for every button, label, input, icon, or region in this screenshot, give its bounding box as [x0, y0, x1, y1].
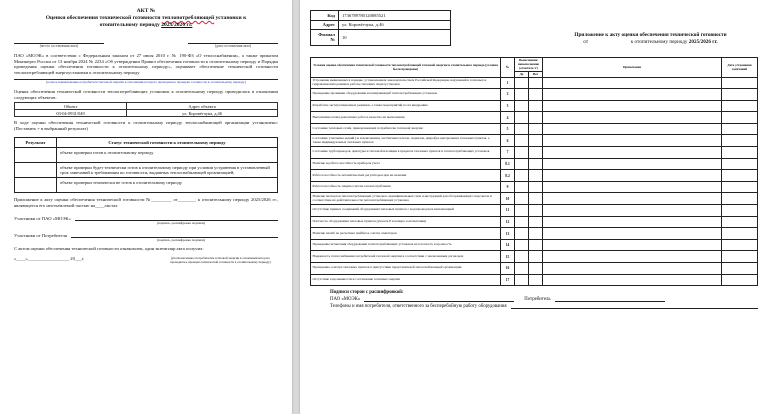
place-caption: (место составления акта) [39, 43, 79, 48]
object-address: ул. Коровёгчука, д.46 [127, 110, 278, 117]
checklist-yes-cell[interactable] [515, 147, 529, 159]
checklist-desc: Проведение осмотра тепловых пунктов в присутствии представителей теплоснабжающей организации [311, 263, 501, 275]
checklist-note-cell[interactable] [543, 216, 722, 228]
bottom-row [14, 256, 278, 264]
act-title [14, 8, 278, 29]
checklist-yes-cell[interactable] [515, 263, 529, 275]
signature-caption: (подпись, расшифровка подписи) [156, 221, 206, 226]
checklist-note-cell[interactable] [543, 135, 722, 147]
table-row [311, 239, 758, 251]
checklist-note-cell[interactable] [543, 158, 722, 170]
checklist-note-cell[interactable] [543, 274, 722, 286]
participant-consumer-label: Участники от Потребителя [14, 233, 67, 239]
checklist-no-cell[interactable] [529, 170, 543, 182]
results-header-result: Результат [15, 137, 57, 147]
checklist-desc: Отсутствие прямых соединений оборудования тепловых пунктов с водопроводом и канализацией [311, 205, 501, 217]
checklist-yes-cell[interactable] [515, 158, 529, 170]
signature-row-consumer [14, 233, 278, 238]
checklist-num: 9 [501, 181, 515, 193]
checklist-note-cell[interactable] [543, 251, 722, 263]
table-row [311, 89, 758, 101]
date-blank[interactable]: «____»__________________ 20___г. [14, 256, 85, 262]
checklist-no-cell[interactable] [529, 239, 543, 251]
checklist-num: 16 [501, 263, 515, 275]
checklist-no-cell[interactable] [529, 77, 543, 89]
checklist-desc: Наличие и работоспособность приборов учета [311, 158, 501, 170]
checklist-yes-cell[interactable] [515, 135, 529, 147]
checklist-no-cell[interactable] [529, 100, 543, 112]
checklist-no-cell[interactable] [529, 251, 543, 263]
result-checkbox[interactable] [15, 177, 57, 192]
table-row [311, 30, 451, 45]
checklist-no-cell[interactable] [529, 216, 543, 228]
place-date-row [14, 38, 278, 48]
checklist-desc: Проведение испытания оборудования теплопотребляющих установок на плотность и прочность [311, 239, 501, 251]
checklist-desc: Работоспособность защиты систем теплопотребления [311, 181, 501, 193]
checklist-deadline-cell[interactable] [722, 181, 758, 193]
checklist-note-cell[interactable] [543, 239, 722, 251]
checklist-deadline-cell[interactable] [722, 228, 758, 240]
checklist-desc: Устранение выявленных в порядке, установленном законодательством Российской Федерации, нарушений в тепловых и гидравлических режимах работы тепловых энергоустановок [311, 77, 501, 89]
appendix-page [300, 0, 768, 414]
signatures-title: Подписи сторон с расшифровкой: [330, 290, 404, 296]
checklist-no-cell[interactable] [529, 263, 543, 275]
objects-table [14, 102, 278, 117]
table-row [311, 112, 758, 124]
signature-row-moek [14, 216, 278, 221]
result-status: объект проверки технически не готов к отопительному периоду [57, 177, 278, 192]
table-row [15, 110, 278, 117]
appendix-title [543, 32, 758, 46]
table-row [311, 170, 758, 182]
checklist-num: 3 [501, 100, 515, 112]
checklist-note-cell[interactable] [543, 89, 722, 101]
appendix-title-line: Приложение к акту оценки обеспечения технической готовности [574, 32, 727, 38]
checklist-no-cell[interactable] [529, 205, 543, 217]
consumer-caption: (полное наименование потребителя тепловой энергии в отношении которого проводилась проверка готовности к отопительному периоду) [46, 79, 246, 84]
checklist-yes-cell[interactable] [515, 228, 529, 240]
checklist-num: 1 [501, 77, 515, 89]
act-page [0, 0, 292, 414]
checklist-yes-cell[interactable] [515, 205, 529, 217]
checklist-num: 6 [501, 135, 515, 147]
period-value: 2025/2026 гг. [161, 21, 193, 28]
meta-value: ул. Коровёгчука, д.46 [339, 20, 451, 30]
checklist-deadline-cell[interactable] [722, 251, 758, 263]
table-row [311, 205, 758, 217]
checklist-table [310, 57, 758, 287]
checklist-yes-cell[interactable] [515, 251, 529, 263]
table-row [311, 11, 451, 21]
checklist-note-cell[interactable] [543, 263, 722, 275]
checklist-no-cell[interactable] [529, 228, 543, 240]
checklist-deadline-cell[interactable] [722, 158, 758, 170]
checklist-desc: Наличие пломб на расчетных шайбах и соплах элеваторов [311, 228, 501, 240]
bottom-note: (уполномоченное потребителем тепловой энергии в отношении которого проводилась проверка технической готовности к отопительному периоду) [170, 256, 271, 265]
checklist-deadline-cell[interactable] [722, 274, 758, 286]
checklist-header-desc: Условия оценки обеспечения технической готовности теплопотребляющей тепловой энергии и отопительного периода (условия были проверены) [311, 57, 501, 77]
checklist-no-cell[interactable] [529, 123, 543, 135]
checklist-header-notes: Примечание [543, 57, 722, 77]
checklist-no-cell[interactable] [529, 89, 543, 101]
checklist-desc: Плотность оборудования тепловых пунктов (указать P и номера за испытания) [311, 216, 501, 228]
checklist-no-cell[interactable] [529, 181, 543, 193]
checklist-num: 15 [501, 251, 515, 263]
title-part: отопительному периоду [634, 38, 689, 45]
title-part: отопительному периоду [99, 21, 162, 28]
checklist-no-cell[interactable] [529, 135, 543, 147]
checklist-yes-cell[interactable] [515, 100, 529, 112]
checklist-header-deadline: Дата устранения замечаний [722, 57, 758, 77]
table-row [311, 100, 758, 112]
checklist-note-cell[interactable] [543, 100, 722, 112]
checklist-num: 11 [501, 205, 515, 217]
result-status: объект проверки готов к отопительному периоду [57, 147, 278, 162]
sign-moek-label: ПАО «МОЭК» [330, 297, 361, 303]
acquaint-text: С актом оценки обеспечения технической готовности ознакомлен, один экземпляр акта получил: [14, 246, 204, 252]
act-number-label: АКТ № [136, 8, 156, 14]
checklist-num: 8.2 [501, 170, 515, 182]
checklist-yes-cell[interactable] [515, 112, 529, 124]
checklist-header-num: № [501, 57, 515, 77]
checklist-deadline-cell[interactable] [722, 135, 758, 147]
objects-intro: Оценка обеспечения технической готовности теплопотребляющих установок к отопительному периоду проводилась в отношении следующих объектов: [14, 88, 278, 100]
checklist-desc: Работоспособность автоматических регуляторов при их наличии [311, 170, 501, 182]
period-value: 2025/2026 гг. [688, 38, 718, 45]
result-checkbox[interactable] [15, 162, 57, 177]
checklist-num: 14 [501, 239, 515, 251]
title-part: установки к [214, 14, 247, 21]
checklist-num: 4 [501, 112, 515, 124]
checklist-note-cell[interactable] [543, 170, 722, 182]
result-checkbox[interactable] [15, 147, 57, 162]
table-row [311, 216, 758, 228]
checklist-no-cell[interactable] [529, 274, 543, 286]
checklist-deadline-cell[interactable] [722, 170, 758, 182]
checklist-num: 13 [501, 228, 515, 240]
table-row [15, 162, 278, 177]
checklist-deadline-cell[interactable] [722, 112, 758, 124]
checklist-deadline-cell[interactable] [722, 123, 758, 135]
checklist-num: 10 [501, 193, 515, 205]
checklist-yes-cell[interactable] [515, 239, 529, 251]
table-row [311, 193, 758, 205]
checklist-desc: Разработка эксплуатационных режимов, а также мероприятий по их внедрению [311, 100, 501, 112]
signature-caption: (подпись, расшифровка подписи) [156, 238, 206, 243]
participant-moek-label: Участники от ПАО «МОЭК» [14, 216, 71, 222]
result-status: объект проверки будет технически готов к отопительному периоду при условии устранения в установленный срок замечаний к требованиям по готовности, выданных теплоснабжающей организацией; [57, 162, 278, 177]
checklist-note-cell[interactable] [543, 112, 722, 124]
object-code: 03-04-0931/049 [15, 110, 127, 117]
checklist-yes-cell[interactable] [515, 123, 529, 135]
title-part: теплопотребляющей [161, 14, 215, 21]
meta-table [310, 10, 451, 46]
checklist-header-no: Нет [529, 71, 543, 77]
table-row [311, 158, 758, 170]
meta-key: Филиал № [311, 30, 339, 45]
table-row [15, 177, 278, 192]
checklist-desc: Отсутствие задолженности и составление тепловых энергии [311, 274, 501, 286]
checklist-num: 5 [501, 123, 515, 135]
meta-value: 10 [339, 30, 451, 45]
table-row [311, 147, 758, 159]
objects-header-object: Объект [15, 103, 127, 110]
checklist-note-cell[interactable] [543, 228, 722, 240]
signature-line[interactable] [511, 304, 758, 309]
signature-line[interactable] [555, 297, 665, 302]
checklist-deadline-cell[interactable] [722, 100, 758, 112]
title-part: от [583, 38, 589, 45]
checklist-desc: Состояние тепловых сетей, принадлежащих потребителю тепловой энергии [311, 123, 501, 135]
checklist-deadline-cell[interactable] [722, 263, 758, 275]
checklist-note-cell[interactable] [543, 181, 722, 193]
intro-paragraph: ПАО «МОЭК» в соответствии с Федеральным законом от 27 июля 2010 г. № 190-ФЗ «О теплоснабжении», а также приказом Минэнерго России от 13 ноября 2024 № 2234 «Об утверждении Правил обеспечения готовности к отопительному периоду и Порядка проведения оценки обеспечения готовности к отопительному периоду», оценивает обеспечение технической готовности теплопотребляющей энергоустановки к отопительному периоду [14, 52, 278, 76]
signature-line[interactable] [364, 297, 514, 302]
checklist-yes-cell[interactable] [515, 216, 529, 228]
table-row [311, 263, 758, 275]
checklist-num: 17 [501, 274, 515, 286]
checklist-desc: Состояние трубопроводов, арматуры и тепловой изоляции в пределах тепловых пунктов и теплопотребляющих установок [311, 147, 501, 159]
table-row [15, 147, 278, 162]
checklist-note-cell[interactable] [543, 205, 722, 217]
table-row [311, 20, 451, 30]
checklist-note-cell[interactable] [543, 123, 722, 135]
appendix-note: Приложение к акту оценки обеспечения технической готовности №_________ от________ к отопительному периоду 2025/2026 гг., являющееся его неотъемлемой частью на____листах [14, 196, 278, 208]
checklist-yes-cell[interactable] [515, 170, 529, 182]
checklist-header-status: Выполнение/невыполнение (отметить V) [515, 57, 543, 71]
checklist-note-cell[interactable] [543, 77, 722, 89]
checklist-note-cell[interactable] [543, 193, 722, 205]
checklist-yes-cell[interactable] [515, 77, 529, 89]
checklist-yes-cell[interactable] [515, 181, 529, 193]
checklist-deadline-cell[interactable] [722, 77, 758, 89]
sign-phones-label: Телефоны и имя потребителя, ответственного за бесперебойную работу оборудования [330, 304, 507, 310]
table-row [311, 228, 758, 240]
checklist-num: 7 [501, 147, 515, 159]
table-row [311, 251, 758, 263]
table-row [311, 123, 758, 135]
checklist-no-cell[interactable] [529, 193, 543, 205]
checklist-deadline-cell[interactable] [722, 205, 758, 217]
table-row [311, 135, 758, 147]
checklist-yes-cell[interactable] [515, 274, 529, 286]
checklist-no-cell[interactable] [529, 147, 543, 159]
meta-value: 1736789780120085521 [339, 11, 451, 21]
sign-consumer-label: Потребитель [524, 297, 551, 303]
meta-key: Адрес [311, 20, 339, 30]
date-caption: (дата составления акта) [214, 43, 252, 48]
checklist-no-cell[interactable] [529, 112, 543, 124]
checklist-deadline-cell[interactable] [722, 89, 758, 101]
checklist-desc: Проведение промывки оборудования и коммуникаций теплопотребляющих установок [311, 89, 501, 101]
checklist-no-cell[interactable] [529, 158, 543, 170]
meta-key: Код [311, 11, 339, 21]
checklist-desc: Надежность теплоснабжения потребителей тепловой энергии в соответствии с заключенным договором [311, 251, 501, 263]
table-row [311, 77, 758, 89]
checklist-desc: Выполнение плана ремонтных работ и качество их выполнения [311, 112, 501, 124]
title-part: Оценки обеспечения технической готовности [45, 14, 162, 21]
results-table [14, 137, 278, 193]
checklist-deadline-cell[interactable] [722, 193, 758, 205]
results-header-status: Статус технической готовности к отопительному периоду [57, 137, 278, 147]
objects-header-address: Адрес объекта [127, 103, 278, 110]
checklist-yes-cell[interactable] [515, 89, 529, 101]
checklist-header-yes: Да [515, 71, 529, 77]
checklist-num: 8.1 [501, 158, 515, 170]
signatures-block [310, 290, 758, 309]
table-row [311, 181, 758, 193]
checklist-note-cell[interactable] [543, 147, 722, 159]
title-part: к [630, 38, 634, 45]
checklist-deadline-cell[interactable] [722, 239, 758, 251]
checklist-deadline-cell[interactable] [722, 216, 758, 228]
checklist-yes-cell[interactable] [515, 193, 529, 205]
table-row [311, 274, 758, 286]
checklist-desc: Наличие паспортов теплопотребляющих установок, принципиальных схем и инструкций для обслуживающего персонала и соответствие их действительности теплопотребляющих установок [311, 193, 501, 205]
checklist-num: 12 [501, 216, 515, 228]
checklist-deadline-cell[interactable] [722, 147, 758, 159]
ready-note: В ходе оценки обеспечения технической готовности к отопительному периоду теплоснабжающей организации установлено: (Поставить + в выбранный результат) [14, 120, 278, 132]
checklist-num: 2 [501, 89, 515, 101]
checklist-desc: Состояние утепления зданий (за исключением, лестничных клеток, подвалов, дверей) и центральных тепловых пунктов, а также индивидуальных тепловых пунктов [311, 135, 501, 147]
